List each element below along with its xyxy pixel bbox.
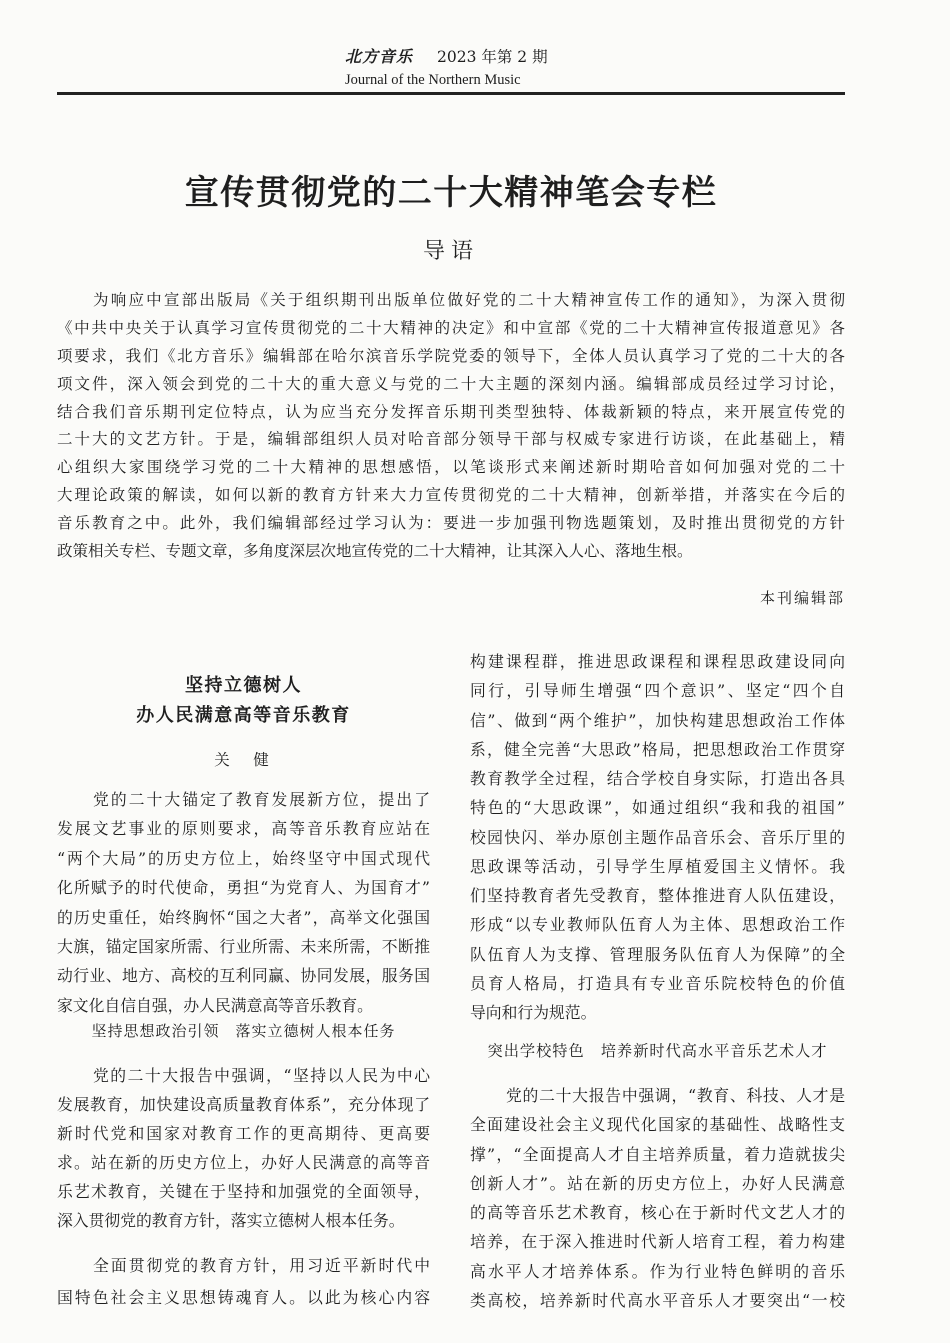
- paragraph: [57, 1250, 430, 1313]
- paragraph: [57, 785, 430, 1020]
- text-line: 教育教学全过程，结合学校自身实际，打造出各具: [470, 769, 845, 788]
- text-line: 同行，引导师生增强“四个意识”、坚定“四个自: [470, 681, 845, 701]
- text-line: 培养，在于深入推进时代新人培育工程，着力构建: [470, 1232, 845, 1252]
- text-line: 国特色社会主义思想铸魂育人。以此为核心内容: [57, 1287, 430, 1307]
- text-line: 思政课等活动，引导学生厚植爱国主义情怀。我: [470, 856, 845, 876]
- paragraph: [470, 1081, 845, 1315]
- text-line: 新时代党和国家对教育工作的更高期待、更高要: [57, 1124, 430, 1144]
- text-line: 构建课程群，推进思政课程和课程思政建设同向: [470, 652, 845, 671]
- text-line: 化所赋予的时代使命，勇担“为党育人、为国育才”: [57, 878, 430, 898]
- text-line: 心组织大家围绕学习党的二十大精神的思想感悟，以笔谈形式来阐述新时期哈音如何加强对党的二十: [57, 459, 845, 477]
- text-line: 形成“以专业教师队伍育人为主体、思想政治工作: [470, 915, 845, 935]
- text-line: 信”、做到“两个维护”，加快构建思想政治工作体: [470, 710, 845, 730]
- text-line: “两个大局”的历史方位上，始终坚守中国式现代: [57, 848, 430, 868]
- text-line: 大旗，锚定国家所需、行业所需、未来所需，不断推: [57, 936, 430, 956]
- text-line: 的高等音乐艺术教育，核心在于新时代文艺人才的: [470, 1203, 845, 1223]
- intro-signature: 本刊编辑部: [759, 589, 845, 607]
- section-heading: 坚持思想政治引领 落实立德树人根本任务: [91, 1024, 396, 1040]
- journal-name-cn: 北方音乐: [345, 47, 414, 66]
- text-line: 队伍育人为支撑、管理服务队伍育人为保障”的全: [470, 944, 845, 964]
- text-line: 音乐教育之中。此外，我们编辑部经过学习认为：要进一步加强刊物选题策划，及时推出贯彻党的方针: [57, 515, 845, 533]
- article-title-line: 坚持立德树人: [185, 675, 302, 696]
- text-line: 政策相关专栏、专题文章，多角度深层次地宣传党的二十大精神，让其深入人心、落地生根。: [57, 543, 693, 561]
- paragraph-continued: [470, 647, 845, 1027]
- text-line: 创新人才”。站在新的历史方位上，办好人民满意: [470, 1173, 845, 1193]
- text-line: 项要求，我们《北方音乐》编辑部在哈尔滨音乐学院党委的领导下，全体人员认真学习了党的二十大的各: [57, 347, 845, 365]
- text-line: 特色的“大思政课”，如通过组织“我和我的祖国”: [470, 798, 845, 818]
- text-line: 二十大的文艺方针。于是，编辑部组织人员对哈音部分领导干部与权威专家进行访谈，在此基础上，精: [57, 431, 845, 449]
- text-line: 《中共中央关于认真学习宣传贯彻党的二十大精神的决定》和中宣部《党的二十大精神宣传报道意见》各: [57, 319, 845, 337]
- text-line: 乐艺术教育，关键在于坚持和加强党的全面领导，: [57, 1182, 430, 1202]
- text-line: 党的二十大锚定了教育发展新方位，提出了: [93, 790, 430, 809]
- article-author: 关 健: [214, 751, 273, 769]
- text-line: 校园快闪、举办原创主题作品音乐会、音乐厅里的: [470, 827, 845, 847]
- text-line: 全面建设社会主义现代化国家的基础性、战略性支: [470, 1115, 845, 1135]
- text-line: 为响应中宣部出版局《关于组织期刊出版单位做好党的二十大精神宣传工作的通知》，为深入贯彻: [93, 292, 845, 309]
- text-line: 发展教育，加快建设高质量教育体系”，充分体现了: [57, 1095, 430, 1115]
- text-line: 员育人格局，打造具有专业音乐院校特色的价值: [470, 973, 845, 993]
- text-line: 撑”，“全面提高人才自主培养质量，着力造就拔尖: [470, 1144, 845, 1164]
- text-line: 类高校，培养新时代高水平音乐人才要突出“一校: [470, 1291, 845, 1311]
- article-title: [57, 671, 430, 731]
- intro-heading: 导语: [422, 239, 479, 264]
- journal-name-en: Journal of the Northern Music: [345, 72, 521, 88]
- text-line: 全面贯彻党的教育方针，用习近平新时代中: [93, 1256, 430, 1275]
- text-line: 项文件，深入领会到党的二十大的重大意义与党的二十大主题的深刻内涵。编辑部成员经过学习讨论，: [57, 375, 845, 393]
- intro-paragraph: [57, 287, 845, 566]
- text-line: 深入贯彻党的教育方针，落实立德树人根本任务。: [57, 1211, 405, 1231]
- text-line: 的历史重任，始终胸怀“国之大者”，高举文化强国: [57, 907, 430, 927]
- text-line: 家文化自信自强，办人民满意高等音乐教育。: [57, 995, 373, 1015]
- text-line: 发展文艺事业的原则要求，高等音乐教育应站在: [57, 819, 430, 839]
- text-line: 们坚持教育者先受教育，整体推进育人队伍建设，: [470, 886, 845, 905]
- text-line: 求。站在新的历史方位上，办好人民满意的高等音: [57, 1153, 430, 1173]
- issue-number: 2023 年第 2 期: [437, 48, 548, 66]
- article-title-line: 办人民满意高等音乐教育: [136, 705, 351, 726]
- section-heading: 突出学校特色 培养新时代高水平音乐艺术人才: [487, 1043, 828, 1060]
- text-line: 导向和行为规范。: [470, 1003, 597, 1022]
- header-rule: [57, 92, 845, 95]
- text-line: 动行业、地方、高校的互利同赢、协同发展，服务国: [57, 966, 430, 986]
- text-line: 大理论政策的解读，如何以新的教育方针来大力宣传贯彻党的二十大精神，创新举措，并落实在今后的: [57, 487, 845, 505]
- text-line: 高水平人才培养体系。作为行业特色鲜明的音乐: [470, 1261, 845, 1281]
- text-line: 结合我们音乐期刊定位特点，认为应当充分发挥音乐期刊类型独特、体裁新颖的特点，来开展宣传党的: [57, 403, 845, 421]
- paragraph: [57, 1061, 430, 1236]
- text-line: 党的二十大报告中强调，“教育、科技、人才是: [506, 1086, 845, 1105]
- text-line: 党的二十大报告中强调，“坚持以人民为中心: [93, 1066, 430, 1085]
- text-line: 系，健全完善“大思政”格局，把思想政治工作贯穿: [470, 739, 845, 759]
- column-title: 宣传贯彻党的二十大精神笔会专栏: [184, 173, 718, 213]
